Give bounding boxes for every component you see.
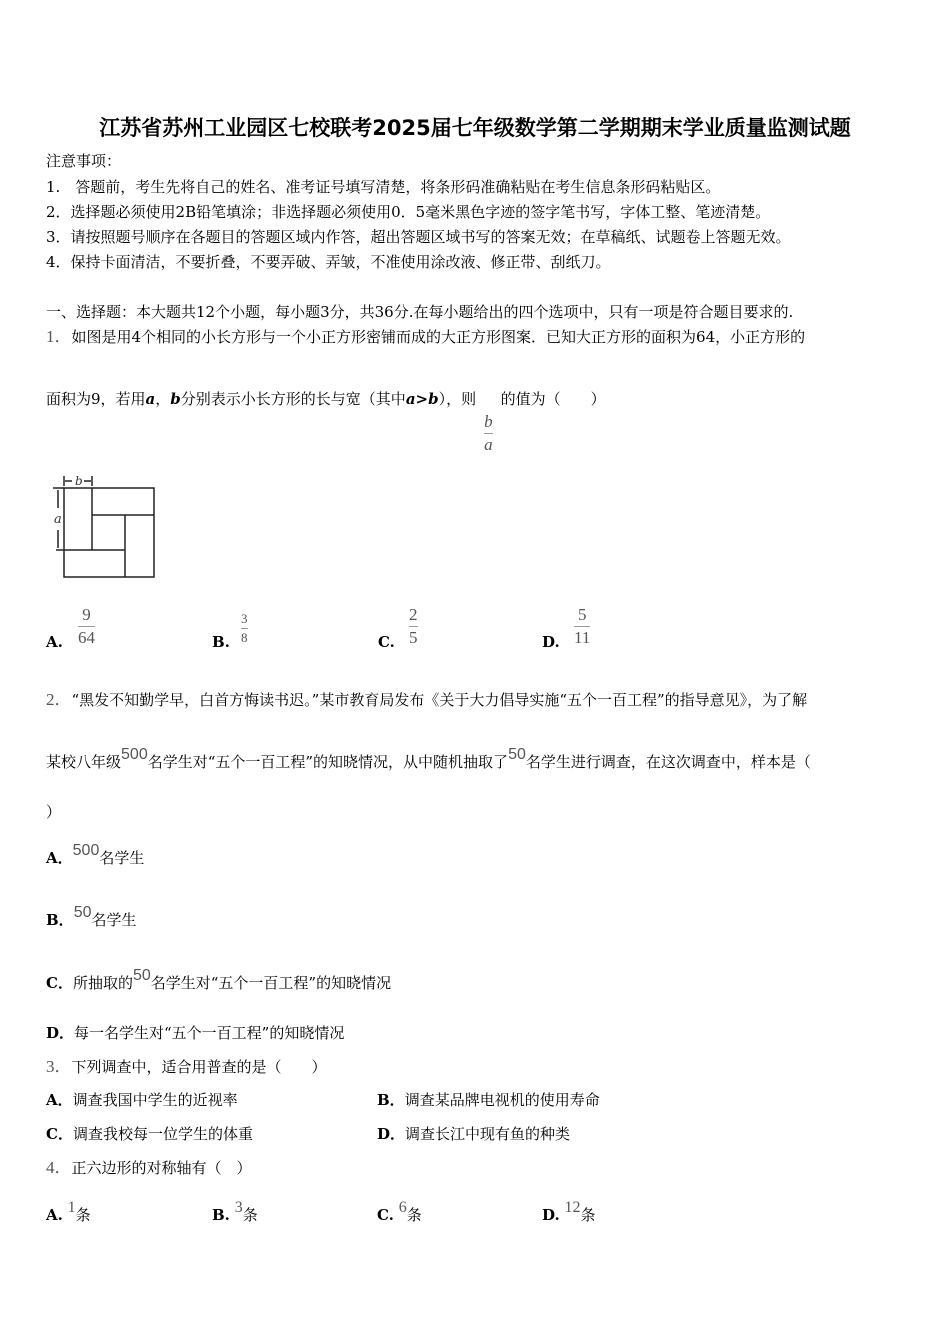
numerator: 2 — [409, 605, 418, 624]
question-text: 如图是用4个相同的小长方形与一个小正方形密铺而成的大正方形图案．已知大正方形的面积为64，小正方形的 — [71, 328, 806, 346]
question-4 — [46, 1158, 252, 1178]
text: 面积为9，若用 — [46, 390, 146, 408]
fraction-b-over-a — [484, 413, 493, 454]
condition: a>b — [405, 390, 439, 408]
question-3 — [46, 1057, 327, 1077]
option-a-fraction[interactable] — [78, 606, 95, 647]
question-2-line1 — [46, 690, 807, 710]
option-label: D. — [542, 1206, 560, 1224]
question-text: 下列调查中，适合用普查的是（ ） — [71, 1058, 327, 1076]
text: 分别表示小长方形的长与宽（其中 — [180, 390, 406, 408]
text: 名学生进行调查，在这次调查中，样本是（ — [525, 753, 811, 771]
notice-item: 4．保持卡面清洁，不要折叠，不要弄破、弄皱，不准使用涂改液、修正带、刮纸刀。 — [46, 253, 611, 271]
option-label: A． — [46, 1091, 73, 1109]
question-1-line2 — [46, 389, 606, 454]
text: ， — [155, 390, 171, 408]
option-text: 名学生对“五个一百工程”的知晓情况 — [150, 974, 392, 992]
option-label: A． — [46, 849, 73, 867]
question-number: 1． — [46, 327, 72, 346]
question-text: 正六边形的对称轴有（ ） — [71, 1159, 252, 1177]
question-number: 3． — [46, 1057, 72, 1076]
option-b-label: B. — [212, 633, 230, 651]
number: 500 — [121, 746, 148, 763]
text: 名学生对“五个一百工程”的知晓情况，从中随机抽取了 — [147, 753, 509, 771]
option-label: D． — [46, 1024, 75, 1042]
option-a[interactable] — [46, 842, 145, 869]
text: 的值为（ ） — [500, 390, 606, 408]
number: 50 — [73, 904, 92, 921]
option-label: A. — [46, 1206, 63, 1224]
question-number: 4． — [46, 1158, 72, 1177]
number: 1 — [67, 1199, 76, 1216]
option-text: 调查我校每一位学生的体重 — [72, 1125, 253, 1143]
option-c-fraction[interactable] — [409, 606, 418, 647]
number: 50 — [508, 746, 526, 763]
question-text: “黑发不知勤学早，白首方悔读书迟。”某市教育局发布《关于大力倡导实施“五个一百工程”的指导意见》，为了解 — [71, 691, 808, 709]
label-b: b — [75, 474, 83, 488]
option-label: C． — [46, 974, 73, 992]
var-b: b — [170, 390, 181, 408]
option-text: 每一名学生对“五个一百工程”的知晓情况 — [74, 1024, 345, 1042]
number: 12 — [564, 1199, 581, 1216]
option-text: 调查某品牌电视机的使用寿命 — [404, 1091, 600, 1109]
denominator: 8 — [241, 630, 248, 645]
option-d-fraction[interactable] — [574, 606, 590, 647]
option-d-label: D. — [542, 633, 560, 651]
text: 某校八年级 — [46, 753, 122, 771]
option-text: 名学生 — [91, 911, 137, 929]
text: ），则 — [438, 390, 477, 408]
option-b[interactable] — [377, 1090, 600, 1110]
numerator: 5 — [577, 605, 587, 624]
figure-square-pattern — [48, 470, 160, 582]
notice-item: 2．选择题必须使用2B铅笔填涂；非选择题必须使用0．5毫米黑色字迹的签字笔书写，字体工整、笔迹清楚。 — [46, 203, 771, 221]
option-b-fraction[interactable] — [241, 612, 248, 645]
question-number: 2． — [46, 690, 72, 709]
denominator: a — [484, 435, 493, 454]
denominator: 11 — [574, 628, 591, 647]
option-label: D． — [377, 1125, 406, 1143]
option-label: B. — [212, 1206, 230, 1224]
document-title: 江苏省苏州工业园区七校联考2025届七年级数学第二学期期末学业质量监测试题 — [99, 116, 851, 140]
numerator: b — [484, 412, 493, 431]
option-text: 条 — [406, 1206, 422, 1224]
option-c[interactable] — [46, 1124, 253, 1144]
question-2-line3: ） — [46, 803, 62, 821]
numerator: 9 — [82, 605, 91, 624]
option-text: 调查我国中学生的近视率 — [72, 1091, 238, 1109]
option-a[interactable] — [46, 1199, 91, 1226]
option-b[interactable] — [46, 904, 137, 931]
option-c-label: C. — [378, 633, 395, 651]
option-text: 条 — [75, 1206, 91, 1224]
option-c[interactable] — [46, 967, 392, 994]
option-text: 名学生 — [99, 849, 145, 867]
number: 50 — [132, 967, 151, 984]
option-a[interactable] — [46, 1090, 238, 1110]
var-a: a — [145, 390, 156, 408]
option-label: B． — [377, 1091, 405, 1109]
option-text: 条 — [242, 1206, 258, 1224]
option-c[interactable] — [377, 1199, 422, 1226]
number: 3 — [234, 1199, 243, 1216]
option-d[interactable] — [542, 1199, 596, 1226]
option-text: 调查长江中现有鱼的种类 — [405, 1125, 571, 1143]
question-2-line2 — [46, 746, 811, 773]
option-text: 条 — [580, 1206, 596, 1224]
question-1-line1 — [46, 327, 805, 347]
denominator: 5 — [409, 628, 418, 647]
section-heading: 一、选择题：本大题共12个小题，每小题3分，共36分.在每小题给出的四个选项中，只有一项是符合题目要求的. — [46, 303, 794, 321]
option-label: C. — [377, 1206, 394, 1224]
option-text: 所抽取的 — [72, 974, 133, 992]
option-label: B． — [46, 911, 74, 929]
notice-item: 3．请按照题号顺序在各题目的答题区域内作答，超出答题区域书写的答案无效；在草稿纸、试题卷上答题无效。 — [46, 228, 791, 246]
numerator: 3 — [241, 611, 248, 626]
option-d[interactable] — [377, 1124, 570, 1144]
notice-heading: 注意事项： — [46, 152, 122, 170]
notice-item: 1. 答题前，考生先将自己的姓名、准考证号填写清楚，将条形码准确粘贴在考生信息条形码粘贴区。 — [46, 178, 721, 196]
option-a-label: A. — [46, 633, 63, 651]
option-b[interactable] — [212, 1199, 258, 1226]
label-a: a — [54, 512, 62, 527]
number: 500 — [72, 842, 100, 859]
option-label: C． — [46, 1125, 73, 1143]
option-d[interactable] — [46, 1023, 344, 1043]
number: 6 — [398, 1199, 407, 1216]
denominator: 64 — [78, 628, 95, 647]
